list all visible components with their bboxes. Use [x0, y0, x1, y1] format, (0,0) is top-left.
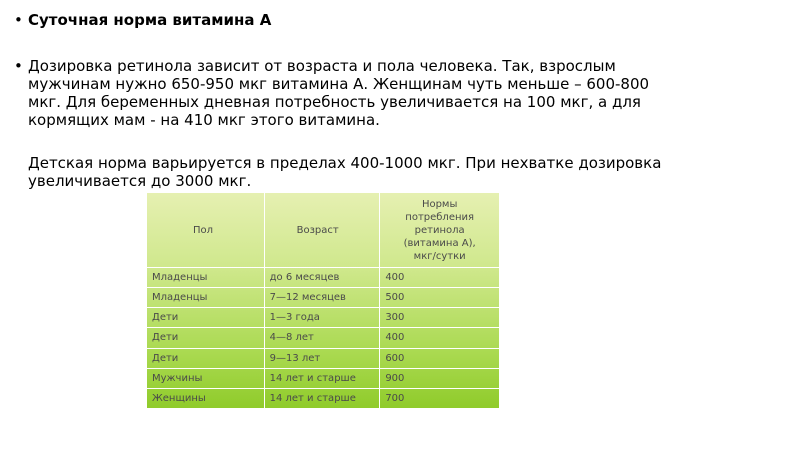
norms-table — [146, 192, 500, 409]
cell-sex: Дети — [147, 308, 265, 328]
cell-norm: 400 — [380, 268, 500, 288]
header-age: Возраст — [264, 193, 380, 268]
table-row — [147, 368, 500, 388]
body-item — [14, 57, 784, 129]
bullet-icon: • — [14, 11, 23, 29]
cell-age: 9—13 лет — [264, 348, 380, 368]
cell-sex: Женщины — [147, 388, 265, 408]
cell-norm: 500 — [380, 288, 500, 308]
cell-norm: 700 — [380, 388, 500, 408]
cell-age: 1—3 года — [264, 308, 380, 328]
cell-age: 14 лет и старше — [264, 368, 380, 388]
cell-age: до 6 месяцев — [264, 268, 380, 288]
heading-item — [14, 11, 784, 29]
cell-norm: 300 — [380, 308, 500, 328]
table-row — [147, 328, 500, 348]
cell-norm: 600 — [380, 348, 500, 368]
cell-norm: 900 — [380, 368, 500, 388]
table-row — [147, 268, 500, 288]
slide-heading: Суточная норма витамина А — [28, 11, 272, 29]
table-row — [147, 388, 500, 408]
table-row — [147, 288, 500, 308]
header-sex: Пол — [147, 193, 265, 268]
cell-sex: Дети — [147, 328, 265, 348]
cell-age: 14 лет и старше — [264, 388, 380, 408]
cell-age: 7—12 месяцев — [264, 288, 380, 308]
cell-sex: Младенцы — [147, 288, 265, 308]
header-norm: Нормы потребления ретинола (витамина А), мкг/сутки — [380, 193, 500, 268]
cell-age: 4—8 лет — [264, 328, 380, 348]
cell-sex: Дети — [147, 348, 265, 368]
paragraph-child-dosage: Детская норма варьируется в пределах 400-1000 мкг. При нехватке дозировка увеличивается до 3000 мкг. — [28, 154, 662, 190]
paragraph-adult-dosage: Дозировка ретинола зависит от возраста и пола человека. Так, взрослым мужчинам нужно 650-950 мкг витамина А. Женщинам чуть меньше – 600-800 мкг. Для беременных дневная потребность увеличивается на 100 мкг, а для кормящих мам - на 410 мкг этого витамина. — [28, 57, 650, 129]
table-row — [147, 308, 500, 328]
cell-sex: Младенцы — [147, 268, 265, 288]
cell-sex: Мужчины — [147, 368, 265, 388]
bullet-icon: • — [14, 57, 23, 75]
table-header-row — [147, 193, 500, 268]
cell-norm: 400 — [380, 328, 500, 348]
table-row — [147, 348, 500, 368]
retinol-norms-table — [146, 192, 500, 409]
